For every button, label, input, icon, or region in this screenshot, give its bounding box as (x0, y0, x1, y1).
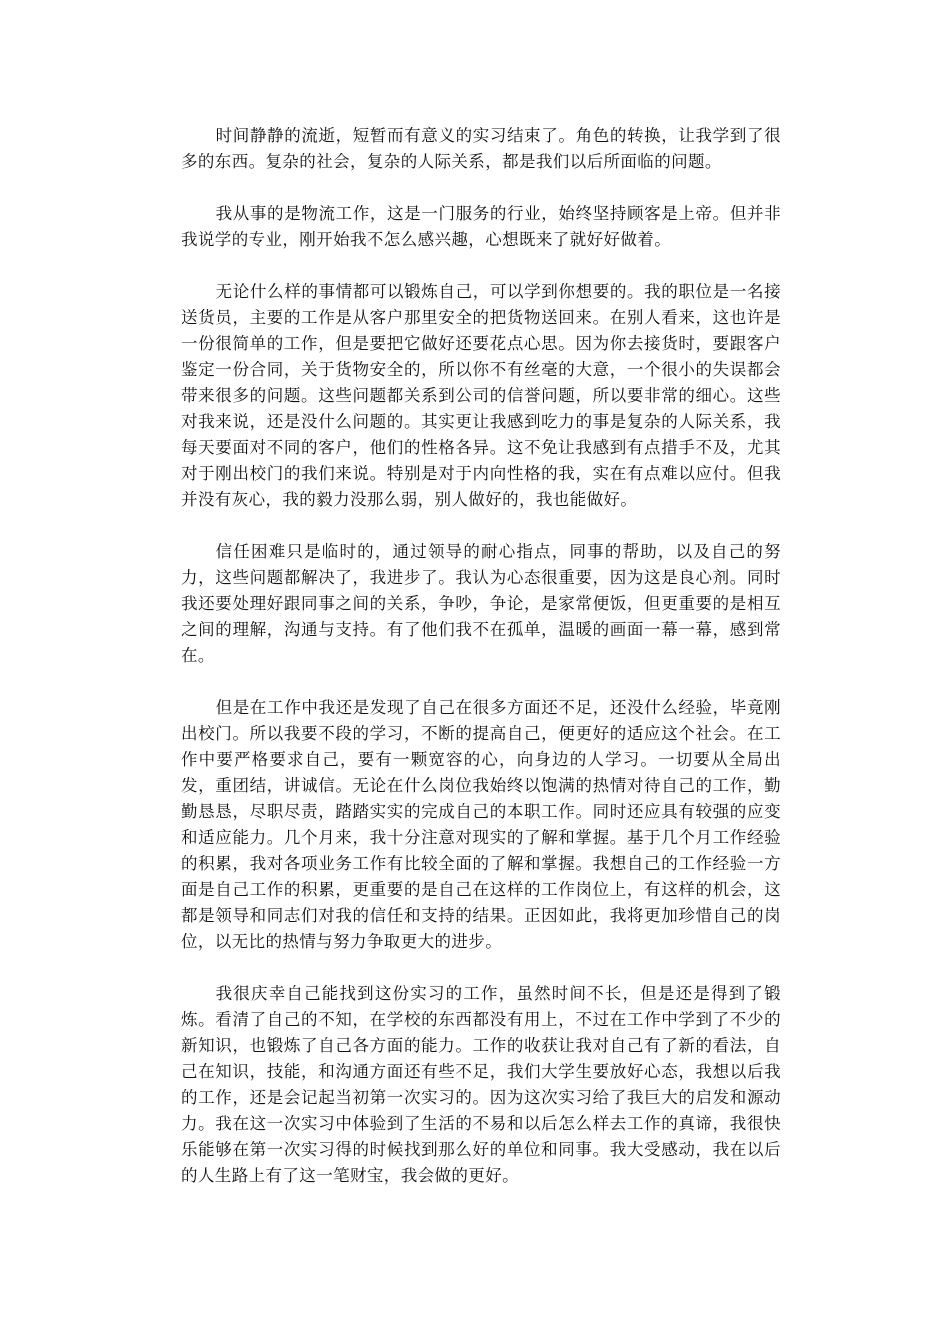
paragraph: 信任困难只是临时的，通过领导的耐心指点，同事的帮助，以及自己的努力，这些问题都解决了，我进步了。我认为心态很重要，因为这是良心剂。同时我还要处理好跟同事之间的关系，争吵，争论，是家常便饭，但更重要的是相互之间的理解，沟通与支持。有了他们我不在孤单，温暖的画面一幕一幕，感到常在。 (181, 542, 781, 665)
paragraph: 我很庆幸自己能找到这份实习的工作，虽然时间不长，但是还是得到了锻炼。看清了自己的不知，在学校的东西都没有用上，不过在工作中学到了不少的新知识，也锻炼了自己各方面的能力。工作的收获让我对自己有了新的看法，自己在知识，技能，和沟通方面还有些不足，我们大学生要放好心态，我想以后我的工作，还是会记起当初第一次实习的。因为这次实习给了我巨大的启发和源动力。我在这一次实习中体验到了生活的不易和以后怎么样去工作的真谛，我很快乐能够在第一次实习得的时候找到那么好的单位和同事。我大受感动，我在以后的人生路上有了这一笔财宝，我会做的更好。 (181, 984, 781, 1185)
paragraph: 但是在工作中我还是发现了自己在很多方面还不足，还没什么经验，毕竟刚出校门。所以我要不段的学习，不断的提高自己，便更好的适应这个社会。在工作中要严格要求自己，要有一颗宽容的心，向身边的人学习。一切要从全局出发，重团结，讲诚信。无论在什么岗位我始终以饱满的热情对待自己的工作，勤勤恳恳，尽职尽责，踏踏实实的完成自己的本职工作。同时还应具有较强的应变和适应能力。几个月来，我十分注意对现实的了解和掌握。基于几个月工作经验的积累，我对各项业务工作有比较全面的了解和掌握。我想自己的工作经验一方面是自己工作的积累，更重要的是自己在这样的工作岗位上，有这样的机会，这都是领导和同志们对我的信任和支持的结果。正因如此，我将更加珍惜自己的岗位，以无比的热情与努力争取更大的进步。 (181, 698, 781, 951)
paragraph: 我从事的是物流工作，这是一门服务的行业，始终坚持顾客是上帝。但并非我说学的专业，刚开始我不怎么感兴趣，心想既来了就好好做着。 (181, 204, 781, 249)
paragraph: 时间静静的流逝，短暂而有意义的实习结束了。角色的转换，让我学到了很多的东西。复杂的社会，复杂的人际关系，都是我们以后所面临的问题。 (181, 126, 781, 171)
paragraph: 无论什么样的事情都可以锻炼自己，可以学到你想要的。我的职位是一名接送货员，主要的工作是从客户那里安全的把货物送回来。在别人看来，这也许是一份很简单的工作，但是要把它做好还要花点心思。因为你去接货时，要跟客户鉴定一份合同，关于货物安全的，所以你不有丝毫的大意，一个很小的失误都会带来很多的问题。这些问题都关系到公司的信誉问题，所以要非常的细心。这些对我来说，还是没什么问题的。其实更让我感到吃力的事是复杂的人际关系，我每天要面对不同的客户，他们的性格各异。这不免让我感到有点措手不及，尤其对于刚出校门的我们来说。特别是对于内向性格的我，实在有点难以应付。但我并没有灰心，我的毅力没那么弱，别人做好的，我也能做好。 (181, 282, 781, 509)
document-body (181, 123, 781, 1215)
